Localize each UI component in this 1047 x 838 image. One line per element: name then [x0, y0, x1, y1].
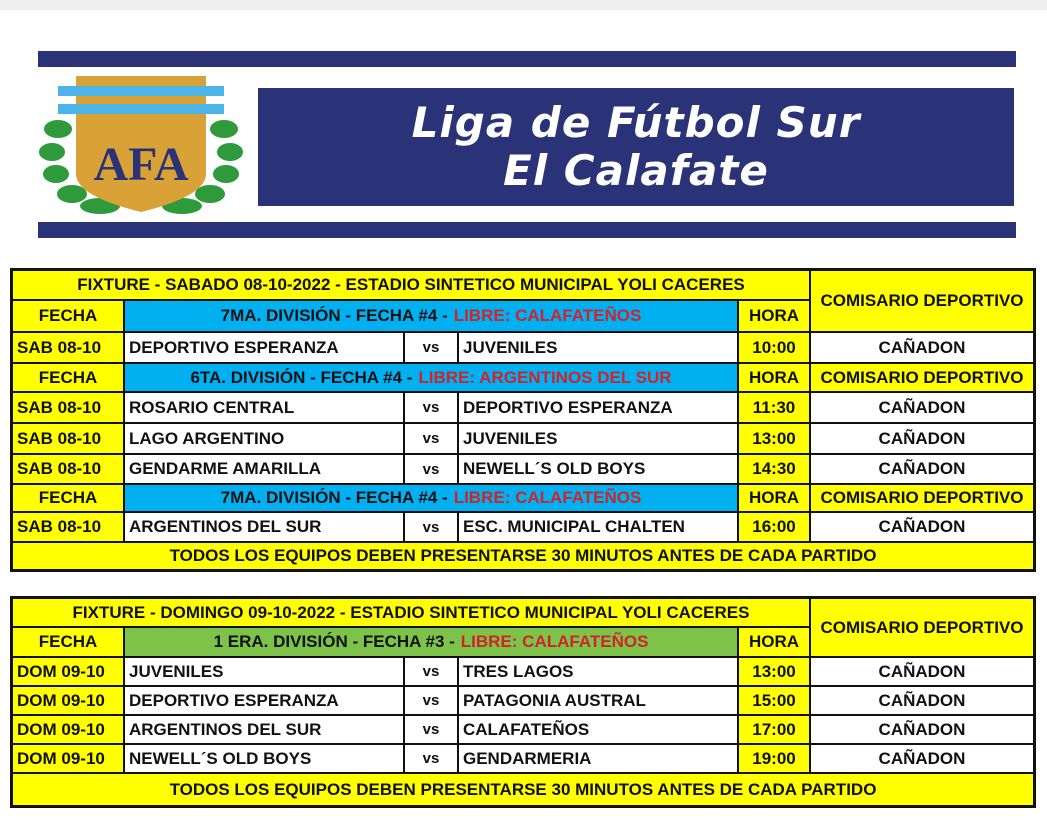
- division-title: 1 ERA. DIVISIÓN - FECHA #3 -: [213, 632, 455, 651]
- match-comisario: CAÑADON: [811, 455, 1033, 483]
- away-team: ESC. MUNICIPAL CHALTEN: [459, 513, 737, 541]
- match-time: 11:30: [739, 393, 809, 422]
- division-header: [125, 628, 737, 656]
- home-team: GENDARME AMARILLA: [125, 455, 403, 483]
- away-team: DEPORTIVO ESPERANZA: [459, 393, 737, 422]
- division-title: 6TA. DIVISIÓN - FECHA #4 -: [190, 367, 413, 387]
- match-comisario: CAÑADON: [811, 424, 1033, 453]
- vs-label: vs: [405, 716, 457, 743]
- vs-label: vs: [405, 745, 457, 772]
- comisario-label: COMISARIO DEPORTIVO: [811, 485, 1033, 511]
- match-comisario: CAÑADON: [811, 716, 1033, 743]
- away-team: NEWELL´S OLD BOYS: [459, 455, 737, 483]
- fecha-label: FECHA: [13, 628, 123, 656]
- league-title-line2: El Calafate: [503, 146, 769, 195]
- match-comisario: CAÑADON: [811, 393, 1033, 422]
- match-time: 17:00: [739, 716, 809, 743]
- fecha-label: FECHA: [13, 364, 123, 391]
- match-date: DOM 09-10: [13, 687, 123, 714]
- libre-team: LIBRE: CALAFATEÑOS: [453, 488, 642, 507]
- match-comisario: CAÑADON: [811, 658, 1033, 685]
- top-strip: [0, 0, 1047, 10]
- match-comisario: CAÑADON: [811, 513, 1033, 541]
- match-time: 19:00: [739, 745, 809, 772]
- match-time: 10:00: [739, 333, 809, 362]
- home-team: ARGENTINOS DEL SUR: [125, 716, 403, 743]
- match-comisario: CAÑADON: [811, 745, 1033, 772]
- comisario-label: COMISARIO DEPORTIVO: [811, 364, 1033, 391]
- header-top-bar: [38, 51, 1016, 67]
- division-header: [125, 485, 737, 511]
- match-time: 16:00: [739, 513, 809, 541]
- match-comisario: CAÑADON: [811, 687, 1033, 714]
- fixture-footer-note: TODOS LOS EQUIPOS DEBEN PRESENTARSE 30 MINUTOS ANTES DE CADA PARTIDO: [13, 774, 1033, 805]
- fixture-footer-note: TODOS LOS EQUIPOS DEBEN PRESENTARSE 30 MINUTOS ANTES DE CADA PARTIDO: [13, 543, 1033, 569]
- vs-label: vs: [405, 687, 457, 714]
- fecha-label: FECHA: [13, 485, 123, 511]
- comisario-header: COMISARIO DEPORTIVO: [811, 271, 1033, 331]
- match-time: 13:00: [739, 424, 809, 453]
- comisario-header: COMISARIO DEPORTIVO: [811, 599, 1033, 656]
- division-title: 7MA. DIVISIÓN - FECHA #4 -: [220, 488, 448, 507]
- match-date: SAB 08-10: [13, 424, 123, 453]
- match-date: DOM 09-10: [13, 745, 123, 772]
- header-bottom-bar: [38, 222, 1016, 238]
- match-time: 13:00: [739, 658, 809, 685]
- libre-team: LIBRE: CALAFATEÑOS: [460, 632, 649, 651]
- vs-label: vs: [405, 393, 457, 422]
- league-title-box: [258, 88, 1014, 206]
- match-time: 15:00: [739, 687, 809, 714]
- match-date: DOM 09-10: [13, 658, 123, 685]
- libre-team: LIBRE: CALAFATEÑOS: [453, 306, 642, 325]
- division-header: [125, 301, 737, 331]
- fixture-table-saturday: [10, 268, 1036, 572]
- match-date: SAB 08-10: [13, 455, 123, 483]
- home-team: ARGENTINOS DEL SUR: [125, 513, 403, 541]
- hora-label: HORA: [739, 364, 809, 391]
- match-comisario: CAÑADON: [811, 333, 1033, 362]
- match-date: DOM 09-10: [13, 716, 123, 743]
- away-team: TRES LAGOS: [459, 658, 737, 685]
- match-date: SAB 08-10: [13, 513, 123, 541]
- fixture-banner: FIXTURE - DOMINGO 09-10-2022 - ESTADIO SINTETICO MUNICIPAL YOLI CACERES: [13, 599, 809, 626]
- home-team: NEWELL´S OLD BOYS: [125, 745, 403, 772]
- league-title-line1: Liga de Fútbol Sur: [411, 98, 861, 147]
- home-team: JUVENILES: [125, 658, 403, 685]
- svg-text:AFA: AFA: [93, 138, 189, 191]
- hora-label: HORA: [739, 301, 809, 331]
- match-date: SAB 08-10: [13, 393, 123, 422]
- home-team: DEPORTIVO ESPERANZA: [125, 333, 403, 362]
- libre-team: LIBRE: ARGENTINOS DEL SUR: [418, 367, 672, 387]
- vs-label: vs: [405, 333, 457, 362]
- hora-label: HORA: [739, 628, 809, 656]
- away-team: JUVENILES: [459, 424, 737, 453]
- hora-label: HORA: [739, 485, 809, 511]
- vs-label: vs: [405, 424, 457, 453]
- match-date: SAB 08-10: [13, 333, 123, 362]
- home-team: LAGO ARGENTINO: [125, 424, 403, 453]
- vs-label: vs: [405, 658, 457, 685]
- division-title: 7MA. DIVISIÓN - FECHA #4 -: [220, 306, 448, 325]
- away-team: JUVENILES: [459, 333, 737, 362]
- home-team: ROSARIO CENTRAL: [125, 393, 403, 422]
- fecha-label: FECHA: [13, 301, 123, 331]
- away-team: PATAGONIA AUSTRAL: [459, 687, 737, 714]
- afa-crest-icon: [38, 74, 244, 220]
- vs-label: vs: [405, 455, 457, 483]
- home-team: DEPORTIVO ESPERANZA: [125, 687, 403, 714]
- division-header: [125, 364, 737, 391]
- fixture-table-sunday: [10, 596, 1036, 808]
- match-time: 14:30: [739, 455, 809, 483]
- away-team: CALAFATEÑOS: [459, 716, 737, 743]
- vs-label: vs: [405, 513, 457, 541]
- fixture-banner: FIXTURE - SABADO 08-10-2022 - ESTADIO SINTETICO MUNICIPAL YOLI CACERES: [13, 271, 809, 299]
- away-team: GENDARMERIA: [459, 745, 737, 772]
